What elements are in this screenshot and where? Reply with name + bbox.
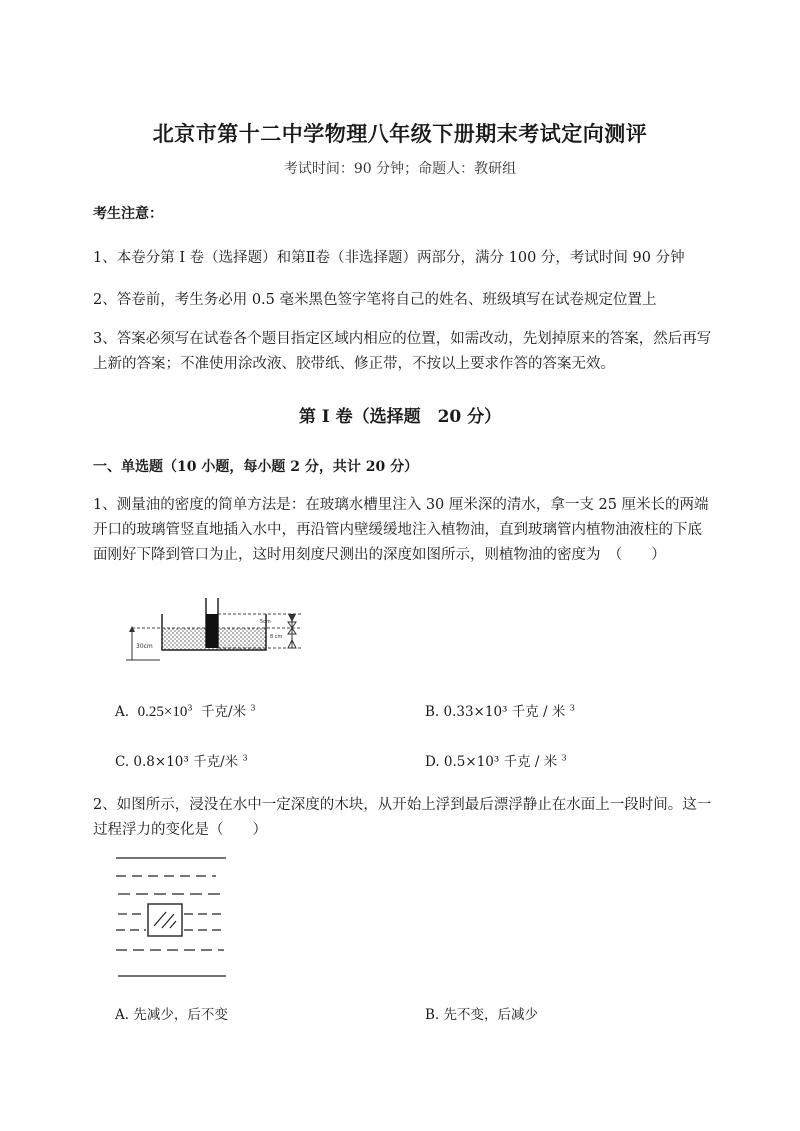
- question-2-figure: [112, 850, 230, 982]
- question-1-option-d[interactable]: D. 0.5×10³ 千克 / 米 $^3$: [425, 753, 567, 770]
- exam-info: 考试时间：90 分钟；命题人：教研组: [283, 161, 517, 177]
- question-2-option-b[interactable]: B. 先不变，后减少: [425, 1007, 539, 1023]
- question-1-option-b[interactable]: B. 0.33×10³ 千克 / 米 $^3$: [425, 703, 575, 720]
- notice-item-2: 2、答卷前，考生务必用 0.5 毫米黑色签字笔将自己的姓名、班级填写在试卷规定位置上: [93, 292, 657, 308]
- oil-height-label: 5cm: [260, 619, 271, 625]
- question-1-stem: 1、测量油的密度的简单方法是：在玻璃水槽里注入 30 厘米深的清水，拿一支 25 厘米长的两端开口的玻璃管竖直地插入水中，再沿管内壁缓缓地注入植物油，直到玻璃管内植物油液柱的下底面刚好下降到管口为止，这时用刻度尺测出的深度如图所示，则植物油的密度为 （ ）: [93, 497, 709, 563]
- section-title: 第 I 卷（选择题 20 分）: [298, 407, 502, 427]
- notice-item-1: 1、本卷分第 I 卷（选择题）和第Ⅱ卷（非选择题）两部分，满分 100 分，考试时间 90 分钟: [93, 250, 685, 266]
- notice-heading: 考生注意：: [93, 206, 163, 222]
- page-title: 北京市第十二中学物理八年级下册期末考试定向测评: [152, 121, 648, 146]
- question-1-figure: [120, 592, 320, 664]
- question-1-option-a[interactable]: A. $0.25\times 10^3$ 千克/米 $^3$: [115, 703, 256, 720]
- question-2-stem: 2、如图所示，浸没在水中一定深度的木块，从开始上浮到最后漂浮静止在水面上一段时间。这一过程浮力的变化是（ ）: [93, 797, 712, 838]
- tube-depth-label: 8 cm: [270, 634, 283, 640]
- question-2-option-a[interactable]: A. 先减少，后不变: [115, 1007, 228, 1023]
- wooden-block: [148, 904, 182, 936]
- left-depth-label: 30cm: [136, 643, 153, 650]
- question-1-option-c[interactable]: C. 0.8×10³ 千克/米 $^3$: [115, 753, 248, 770]
- notice-item-3: 3、答案必须写在试卷各个题目指定区域内相应的位置，如需改动，先划掉原来的答案，然后再写上新的答案；不准使用涂改液、胶带纸、修正带，不按以上要求作答的答案无效。: [93, 331, 712, 372]
- oil-column: [206, 614, 218, 648]
- part-heading: 一、单选题（10 小题，每小题 2 分，共计 20 分）: [93, 459, 419, 475]
